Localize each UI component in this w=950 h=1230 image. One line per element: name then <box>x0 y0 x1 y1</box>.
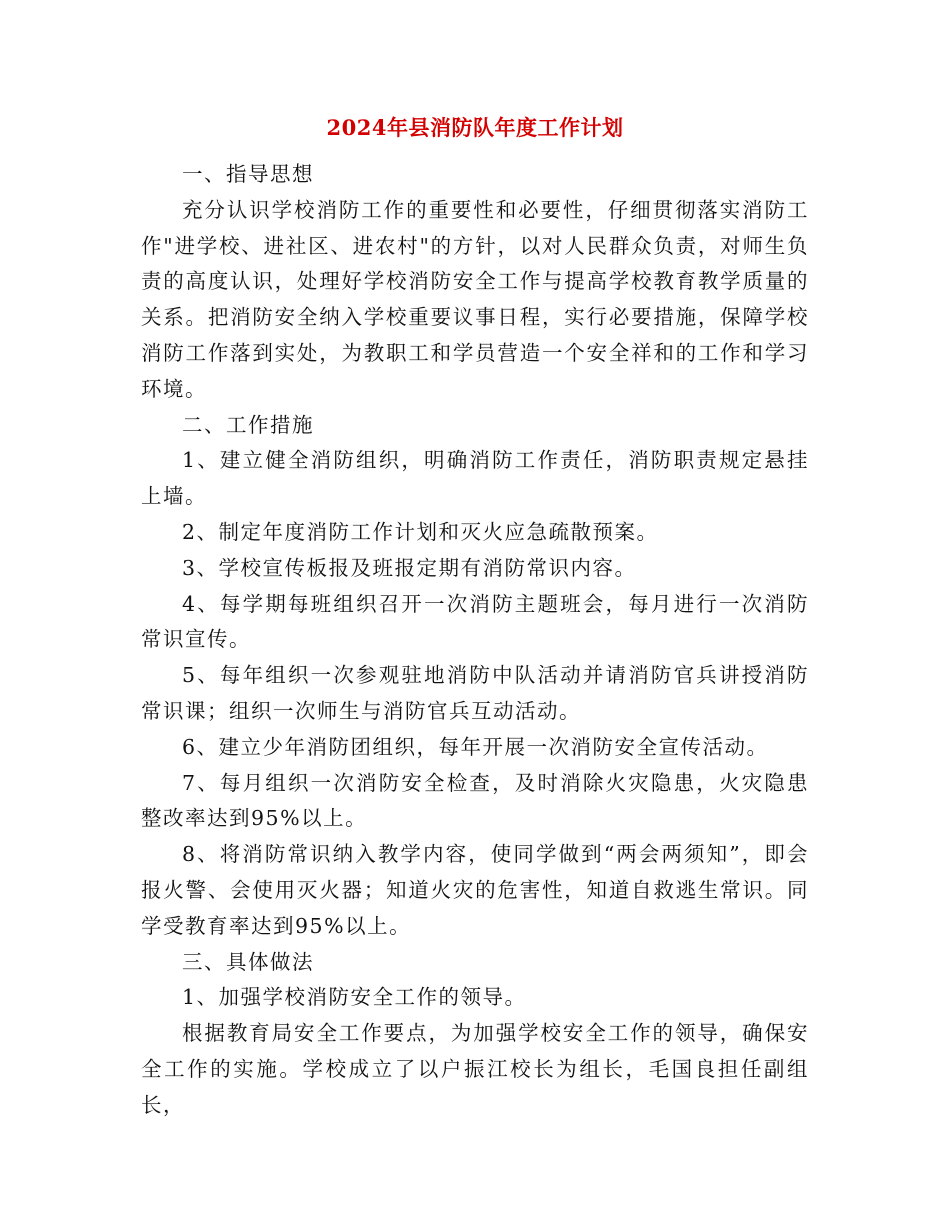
measure-item-1: 1、建立健全消防组织，明确消防工作责任，消防职责规定悬挂上墙。 <box>141 448 809 509</box>
paragraph-leadership: 根据教育局安全工作要点，为加强学校安全工作的领导，确保安全工作的实施。学校成立了以户振江校长为组长，毛国良担任副组长， <box>141 1021 809 1117</box>
measure-item-5: 5、每年组织一次参观驻地消防中队活动并请消防官兵讲授消防常识课；组织一次师生与消防官兵互动活动。 <box>141 663 809 723</box>
measure-item-6: 6、建立少年消防团组织，每年开展一次消防安全宣传活动。 <box>182 734 769 759</box>
document-body <box>141 157 809 1124</box>
section-heading-guiding-ideology: 一、指导思想 <box>182 162 314 186</box>
measure-item-4: 4、每学期每班组织召开一次消防主题班会，每月进行一次消防常识宣传。 <box>141 591 809 652</box>
paragraph-guiding-ideology: 充分认识学校消防工作的重要性和必要性，仔细贯彻落实消防工作"进学校、进社区、进农村"的方针，以对人民群众负责，对师生负责的高度认识，处理好学校消防安全工作与提高学校教育教学质量的关系。把消防安全纳入学校重要议事日程，实行必要措施，保障学校消防工作落到实处，为教职工和学员营造一个安全祥和的工作和学习环境。 <box>141 197 809 401</box>
measure-item-7: 7、每月组织一次消防安全检查，及时消除火灾隐患，火灾隐患整改率达到95%以上。 <box>141 770 809 831</box>
section-heading-work-measures: 二、工作措施 <box>182 412 314 437</box>
measure-item-3: 3、学校宣传板报及班报定期有消防常识内容。 <box>182 555 637 580</box>
document-title: 2024年县消防队年度工作计划 <box>326 115 624 140</box>
practice-item-1: 1、加强学校消防安全工作的领导。 <box>182 985 527 1010</box>
section-heading-specific-practices: 三、具体做法 <box>182 949 314 974</box>
measure-item-2: 2、制定年度消防工作计划和灭火应急疏散预案。 <box>182 519 659 544</box>
measure-item-8: 8、将消防常识纳入教学内容，使同学做到“两会两须知”，即会报火警、会使用灭火器；知道火灾的危害性，知道自救逃生常识。同学受教育率达到95%以上。 <box>141 842 809 938</box>
